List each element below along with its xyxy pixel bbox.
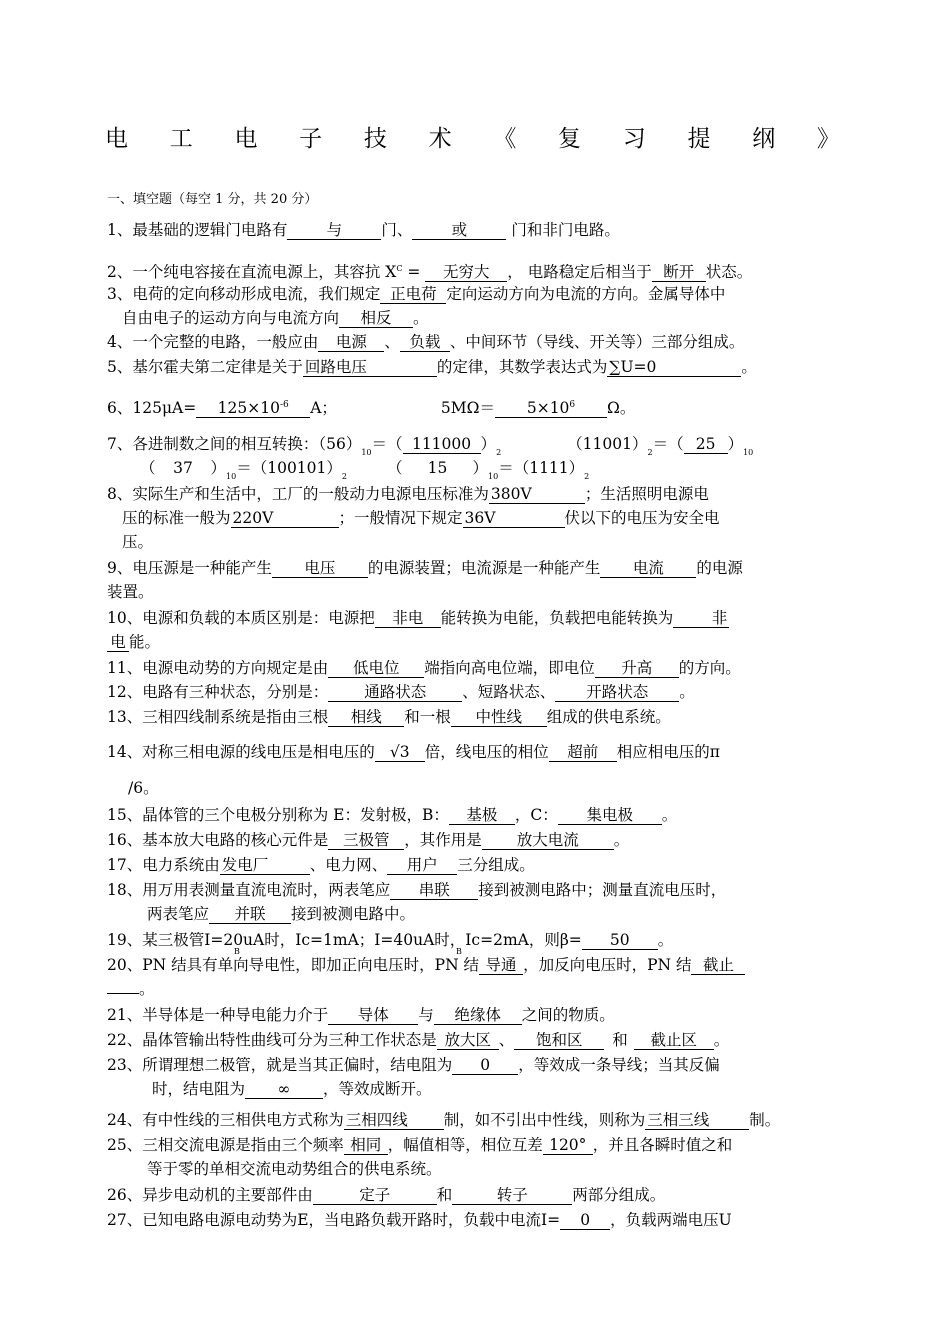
answer-blank: 111000 (403, 435, 481, 454)
answer-blank: 相反 (339, 309, 413, 328)
answer-blank: 中性线 (451, 708, 547, 727)
question-1: 1、最基础的逻辑门电路有 与 门、 或 门和非门电路。 (107, 221, 620, 239)
question-8-line-3: 压。 (122, 533, 154, 551)
answer-blank: 截止 (691, 956, 745, 975)
answer-blank: 电压 (272, 559, 368, 578)
answer-blank: 非 (673, 609, 729, 628)
question-11: 11、电源电动势的方向规定是由 低电位 端指向高电位端，即电位 升高 的方向。 (107, 659, 741, 677)
question-19: 19、某三极管Ⅰ=20uA时，Ic=1mA；Ⅰ=40uA时，Ic=2mA，则β= 50 。 (107, 931, 674, 949)
question-24: 24、有中性线的三相供电方式称为 三相四线 制，如不引出中性线，则称为 三相三线 制。 (107, 1111, 781, 1129)
question-16: 16、基本放大电路的核心元件是 三极管 ，其作用是 放大电流 。 (107, 831, 630, 849)
question-27: 27、已知电路电源电动势为E，当电路负载开路时，负载中电流Ⅰ= 0 ，负载两端电压U (107, 1211, 732, 1229)
answer-blank: 三相四线 (344, 1111, 444, 1130)
answer-blank: 三相三线 (645, 1111, 749, 1130)
answer-blank: 相同 (344, 1136, 388, 1155)
question-8: 8、实际生产和生活中，工厂的一般动力电源电压标准为 380V ；生活照明电源电 (107, 485, 709, 503)
answer-blank: 相线 (328, 708, 404, 727)
question-9: 9、电压源是一种能产生 电压 的电源装置；电流源是一种能产生 电流 的电源 (107, 559, 743, 577)
answer-blank: 放大区 (437, 1031, 499, 1050)
answer-blank: 断开 (652, 263, 706, 282)
title-char: 提 (687, 126, 711, 152)
question-18: 18、用万用表测量直流电流时，两表笔应 串联 接到被测电路中；测量直流电压时， (107, 881, 727, 899)
answer-blank: 与 (287, 221, 381, 240)
question-4: 4、一个完整的电路，一般应由 电源 、 负载 、中间环节（导线、开关等）三部分组成。 (107, 333, 745, 351)
question-17: 17、电力系统由 发电厂 、电力网、 用户 三分组成。 (107, 856, 535, 874)
answer-blank: 电源 (318, 333, 384, 352)
answer-blank: 0 (452, 1056, 518, 1075)
answer-blank: 回路电压 (303, 358, 437, 377)
answer-blank: 集电极 (558, 806, 662, 825)
answer-blank: ∞ (245, 1080, 323, 1099)
title-char: 子 (299, 126, 323, 152)
question-3: 3、电荷的定向移动形成电流，我们规定 正电荷 定向运动方向为电流的方向。金属导体中 (107, 285, 726, 303)
answer-blank: 低电位 (328, 659, 424, 678)
answer-blank: 非电 (375, 609, 441, 628)
answer-blank: 36V (463, 509, 565, 528)
answer-blank: 120° (543, 1136, 593, 1155)
question-9-line-2: 装置。 (107, 583, 154, 601)
answer-blank: √3 (375, 743, 425, 762)
question-23-line-2: 时，结电阻为 ∞ ，等效成断开。 (152, 1080, 432, 1098)
question-10: 10、电源和负载的本质区别是：电源把 非电 能转换为电能，负载把电能转换为 非 (107, 609, 728, 627)
title-char: 电 (234, 126, 258, 152)
question-20: 20、PN 结具有单向导电性，即加正向电压时，PN 结 导通 ，加反向电压时，PN 结 截止 (107, 953, 847, 977)
answer-blank: 通路状态 (328, 683, 462, 702)
answer-blank: 导通 (479, 956, 523, 975)
answer-blank: 放大电流 (482, 831, 614, 850)
answer-blank: 超前 (549, 743, 617, 762)
title-char: 复 (558, 126, 582, 152)
question-3-line-2: 自由电子的运动方向与电流方向 相反 。 (122, 309, 429, 327)
answer-blank: 截止区 (634, 1031, 714, 1050)
title-char: 习 (622, 126, 646, 152)
answer-blank: 升高 (595, 659, 679, 678)
question-8-line-2: 压的标准一般为 220V ；一般情况下规定 36V 伏以下的电压为安全电 (122, 509, 720, 527)
answer-blank: 25 (684, 435, 728, 454)
question-14: 14、对称三相电源的线电压是相电压的 √3 倍，线电压的相位 超前 相应相电压的π (107, 743, 720, 761)
answer-blank: 转子 (452, 1186, 572, 1205)
title-char: 术 (428, 126, 452, 152)
answer-blank: 串联 (390, 881, 478, 900)
question-7: 7、各进制数之间的相互转换：$(56)_{10}=$（ 111000 ）$_2$ $(11001)_2=$（ 25 ）$_{10}$ (107, 435, 754, 457)
question-2: 2、一个纯电容接在直流电源上，其容抗 $X^C$ = 无穷大 ， 电路稳定后相当于 断开 状态。 (107, 263, 753, 282)
title-char: 电 (105, 126, 128, 152)
question-26: 26、异步电动机的主要部件由 定子 和 转子 两部分组成。 (107, 1186, 666, 1204)
answer-blank: $5\times 10^6$ (495, 396, 607, 418)
question-7-line-2: （ 37 ）$_{10}=(100101)_2$ （ 15 ）$_{10}=(1111)_2$ (140, 459, 590, 481)
question-10-line-2: 电 能。 (107, 630, 847, 654)
answer-blank: 并联 (209, 905, 291, 924)
answer-blank: 基极 (449, 806, 515, 825)
question-13: 13、三相四线制系统是指由三根 相线 和一根 中性线 组成的供电系统。 (107, 708, 671, 726)
answer-blank: 无穷大 (425, 263, 507, 282)
answer-blank: $125\times 10^{-6}$ (196, 396, 310, 418)
question-14-line-2: /6。 (128, 779, 159, 797)
question-25-line-2: 等于零的单相交流电动势组合的供电系统。 (147, 1160, 442, 1178)
answer-blank: 0 (560, 1211, 610, 1230)
question-23: 23、所谓理想二极管，就是当其正偏时，结电阻为 0 ，等效成一条导线；当其反偏 (107, 1056, 720, 1074)
answer-blank: 380V (489, 485, 585, 504)
answer-blank: 绝缘体 (434, 1006, 522, 1025)
answer-blank: 导体 (328, 1006, 418, 1025)
answer-blank: 饱和区 (514, 1031, 604, 1050)
title-char: 技 (363, 126, 387, 152)
answer-blank: ∑U=0 (607, 358, 741, 377)
question-6: 6、$125\mu A= 125\times 10^{-6}$ A； $5M\Omega= 5\times 10^6$ Ω。 (107, 396, 847, 420)
title-char: 》 (816, 126, 840, 152)
question-18-line-2: 两表笔应 并联 接到被测电路中。 (147, 905, 416, 923)
title-char: 纲 (752, 126, 776, 152)
question-12: 12、电路有三种状态，分别是： 通路状态 、短路状态、 开路状态 。 (107, 683, 695, 701)
document-title (105, 120, 840, 153)
answer-blank: 开路状态 (555, 683, 679, 702)
question-25: 25、三相交流电源是指由三个频率 相同 ，幅值相等，相位互差 120° ，并且各瞬时值之和 (107, 1136, 733, 1154)
question-15: 15、晶体管的三个电极分别称为 E：发射极，B： 基极 ，C： 集电极 。 (107, 806, 678, 824)
answer-blank: 用户 (387, 856, 457, 875)
answer-blank: 发电厂 (220, 856, 310, 875)
subscript-b: B (234, 947, 240, 956)
answer-blank: 220V (231, 509, 339, 528)
question-20-line-2: 。 (107, 977, 847, 1001)
question-22: 22、晶体管输出特性曲线可分为三种工作状态是 放大区 、 饱和区 和 截止区 。 (107, 1031, 730, 1049)
answer-blank: 50 (582, 931, 658, 950)
section-heading: 一、填空题（每空 1 分，共 20 分） (107, 192, 318, 207)
answer-blank: 定子 (313, 1186, 437, 1205)
question-21: 21、半导体是一种导电能力介于 导体 与 绝缘体 之间的物质。 (107, 1006, 615, 1024)
title-char: 工 (169, 126, 193, 152)
answer-blank: 或 (412, 221, 506, 240)
answer-blank: 负载 (400, 333, 450, 352)
answer-blank: 电流 (600, 559, 696, 578)
answer-blank: 三极管 (328, 831, 404, 850)
title-char: 《 (493, 126, 517, 152)
question-5: 5、基尔霍夫第二定律是关于 回路电压 的定律，其数学表达式为 ∑U=0 。 (107, 358, 757, 376)
answer-blank: 正电荷 (380, 285, 446, 304)
subscript-b: B (456, 947, 462, 956)
